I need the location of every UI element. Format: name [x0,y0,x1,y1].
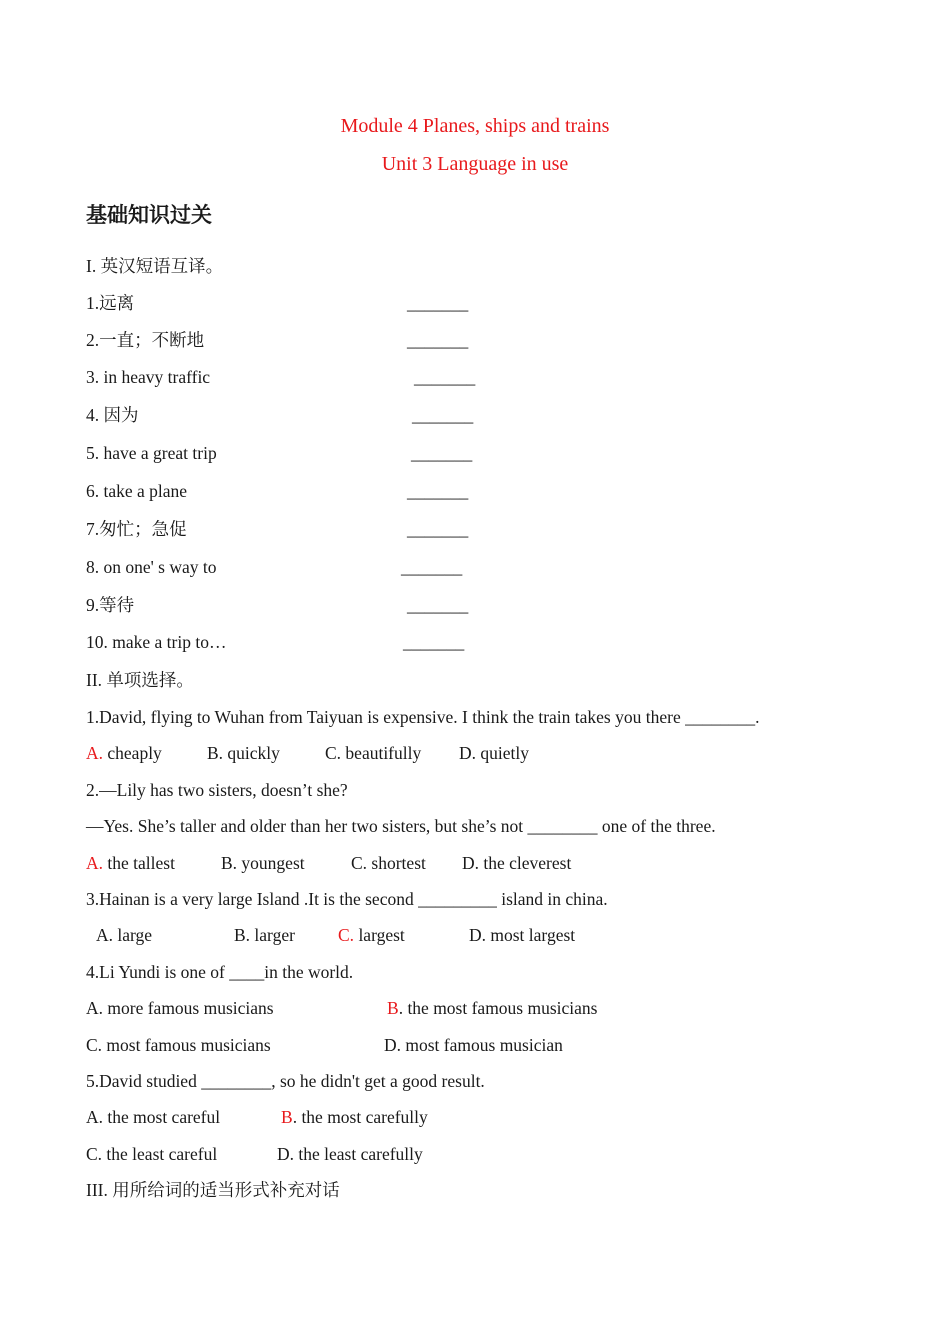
answer-blank: _______ [414,367,476,387]
answer-blank: _______ [403,632,465,652]
option-b [281,1107,428,1127]
question-stem: 2.—Lily has two sisters, doesn’t she? [86,780,348,800]
answer-letter: B [387,998,399,1018]
section-heading: 基础知识过关 [86,203,212,227]
answer-letter: A. [86,853,104,873]
option-b: B. youngest [221,853,305,873]
phrase-item: 10. make a trip to… [86,632,227,652]
module-title: Module 4 Planes, ships and trains [340,115,610,137]
option-a: A. large [96,925,153,945]
phrase-item: 4. 因为 [86,405,139,425]
option-d: D. most largest [469,925,576,945]
answer-blank: _______ [407,293,469,313]
unit-title: Unit 3 Language in use [381,153,569,175]
option-d: D. quietly [459,743,529,763]
phrase-item: 2.一直；不断地 [86,330,205,350]
option-a [86,853,175,873]
part1-heading: I. 英汉短语互译。 [86,256,224,276]
option-text: the tallest [103,853,175,873]
option-c: C. the least careful [86,1144,218,1164]
question-stem: 4.Li Yundi is one of ____in the world. [86,962,354,982]
option-text: cheaply [103,743,162,763]
option-a [86,743,162,763]
answer-blank: _______ [401,557,463,577]
option-d: D. the cleverest [462,853,572,873]
option-a: A. more famous musicians [86,998,274,1018]
phrase-item: 8. on one' s way to [86,557,217,577]
question-stem: —Yes. She’s taller and older than her two sisters, but she’s not ________ one of the three. [86,816,716,836]
option-b: B. larger [234,925,295,945]
phrase-item: 1.远离 [86,293,135,313]
question-stem: 5.David studied ________, so he didn't get a good result. [86,1071,485,1091]
option-d: D. most famous musician [384,1035,563,1055]
option-text: largest [354,925,405,945]
option-b: B. quickly [207,743,280,763]
phrase-item: 9.等待 [86,595,135,615]
answer-blank: _______ [412,405,474,425]
answer-letter: A. [86,743,104,763]
phrase-item: 7.匆忙；急促 [86,519,187,539]
question-stem: 1.David, flying to Wuhan from Taiyuan is expensive. I think the train takes you there ________. [86,707,760,727]
option-c [338,925,405,945]
answer-letter: C. [338,925,355,945]
option-c: C. beautifully [325,743,422,763]
phrase-item: 3. in heavy traffic [86,367,211,387]
option-text: . the most carefully [292,1107,428,1127]
option-a: A. the most careful [86,1107,221,1127]
option-b [387,998,598,1018]
phrase-item: 6. take a plane [86,481,188,501]
answer-blank: _______ [407,481,469,501]
answer-letter: B [281,1107,293,1127]
part2-heading: II. 单项选择。 [86,670,194,690]
answer-blank: _______ [411,443,473,463]
question-stem: 3.Hainan is a very large Island .It is the second _________ island in china. [86,889,608,909]
option-d: D. the least carefully [277,1144,423,1164]
answer-blank: _______ [407,595,469,615]
option-c: C. shortest [351,853,426,873]
option-c: C. most famous musicians [86,1035,271,1055]
phrase-item: 5. have a great trip [86,443,217,463]
answer-blank: _______ [407,330,469,350]
part3-heading: III. 用所给词的适当形式补充对话 [86,1180,340,1200]
option-text: . the most famous musicians [398,998,598,1018]
answer-blank: _______ [407,519,469,539]
